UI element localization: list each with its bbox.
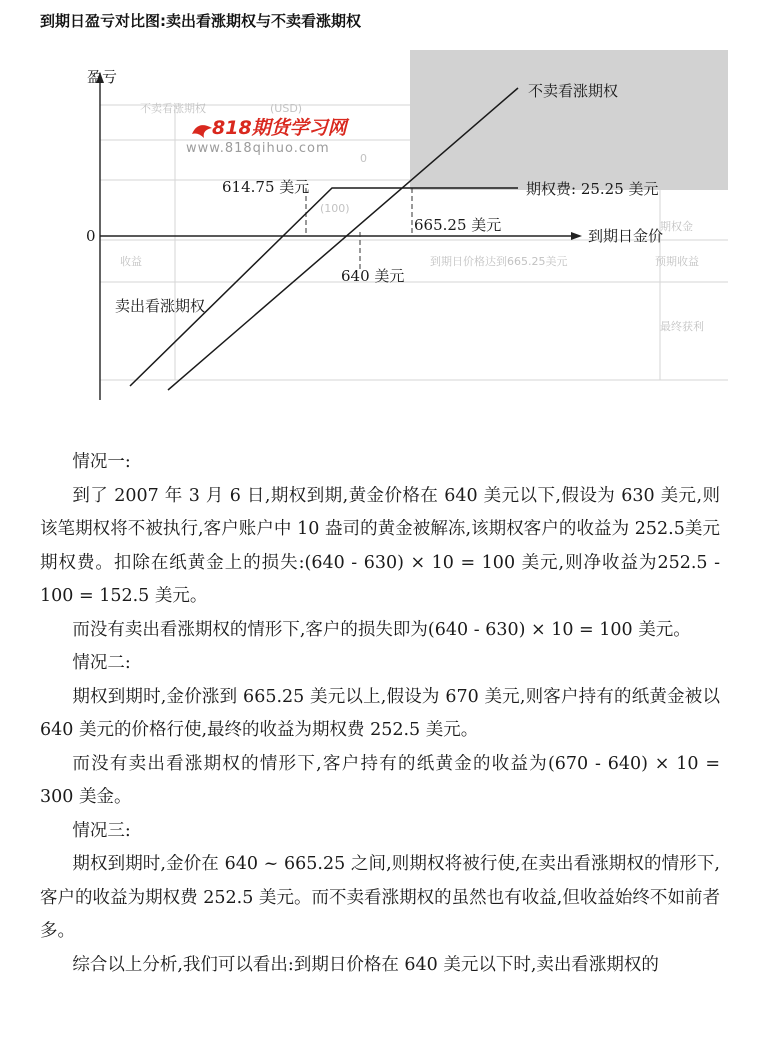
watermark-main: 818期货学习网 bbox=[212, 117, 347, 139]
figure-title: 到期日盈亏对比图:卖出看涨期权与不卖看涨期权 bbox=[40, 12, 362, 30]
ghost-text: 不卖看涨期权 bbox=[140, 102, 206, 115]
payoff-chart-svg bbox=[0, 30, 758, 430]
ghost-text: 预期收益 bbox=[655, 255, 699, 268]
payoff-diagram bbox=[0, 30, 758, 430]
case3-heading: 情况三: bbox=[72, 820, 131, 841]
premium-label: 期权费: 25.25 美元 bbox=[526, 180, 659, 198]
label-665: 665.25 美元 bbox=[414, 216, 502, 234]
case2-comparison: 而没有卖出看涨期权的情形下,客户持有的纸黄金的收益为(670 - 640) × 10 = 300 美金。 bbox=[40, 753, 720, 807]
ghost-text: 0 bbox=[360, 152, 367, 165]
flame-logo-icon bbox=[192, 125, 212, 138]
x-axis-arrow-icon bbox=[571, 232, 582, 240]
case1-heading: 情况一: bbox=[72, 452, 131, 472]
shaded-region bbox=[410, 50, 728, 190]
ghost-text: 最终获利 bbox=[660, 320, 704, 333]
body-text bbox=[40, 446, 720, 982]
case1-paragraph: 到了 2007 年 3 月 6 日,期权到期,黄金价格在 640 美元以下,假设为 630 美元,则该笔期权将不被执行,客户账户中 10 盎司的黄金被解冻,该期权客户的收益为 252.5美元期权费。扣除在纸黄金上的损失:(640 - 630) × 10 = 100 美元,则净收益为252.5 - 100 = 152.5 美元。 bbox=[40, 485, 720, 606]
watermark-url: www.818qihuo.com bbox=[186, 141, 330, 156]
summary-paragraph: 综合以上分析,我们可以看出:到期日价格在 640 美元以下时,卖出看涨期权的 bbox=[72, 954, 659, 975]
ghost-text: 到期日价格达到665.25美元 bbox=[430, 255, 568, 268]
case2-paragraph: 期权到期时,金价涨到 665.25 美元以上,假设为 670 美元,则客户持有的纸黄金被以 640 美元的价格行使,最终的收益为期权费 252.5 美元。 bbox=[40, 686, 720, 740]
case2-heading: 情况二: bbox=[72, 653, 131, 673]
ghost-text: 收益 bbox=[120, 255, 142, 268]
label-640: 640 美元 bbox=[341, 267, 405, 285]
ghost-text: (USD) bbox=[270, 102, 303, 115]
y-axis-label: 盈亏 bbox=[87, 68, 118, 86]
x-axis-label: 到期日金价 bbox=[588, 227, 664, 245]
case3-paragraph: 期权到期时,金价在 640 ~ 665.25 之间,则期权将被行使,在卖出看涨期权的情形下,客户的收益为期权费 252.5 美元。而不卖看涨期权的虽然也有收益,但收益始终不如前者多。 bbox=[40, 854, 720, 941]
label-614: 614.75 美元 bbox=[222, 178, 310, 196]
sell-call-label: 卖出看涨期权 bbox=[115, 297, 206, 315]
case1-comparison: 而没有卖出看涨期权的情形下,客户的损失即为(640 - 630) × 10 = 100 美元。 bbox=[72, 619, 691, 640]
origin-label: 0 bbox=[86, 227, 96, 245]
watermark bbox=[186, 117, 350, 156]
no-sell-label: 不卖看涨期权 bbox=[528, 82, 619, 100]
ghost-text: (100) bbox=[320, 202, 350, 215]
ghost-text: 期权金 bbox=[660, 220, 693, 233]
